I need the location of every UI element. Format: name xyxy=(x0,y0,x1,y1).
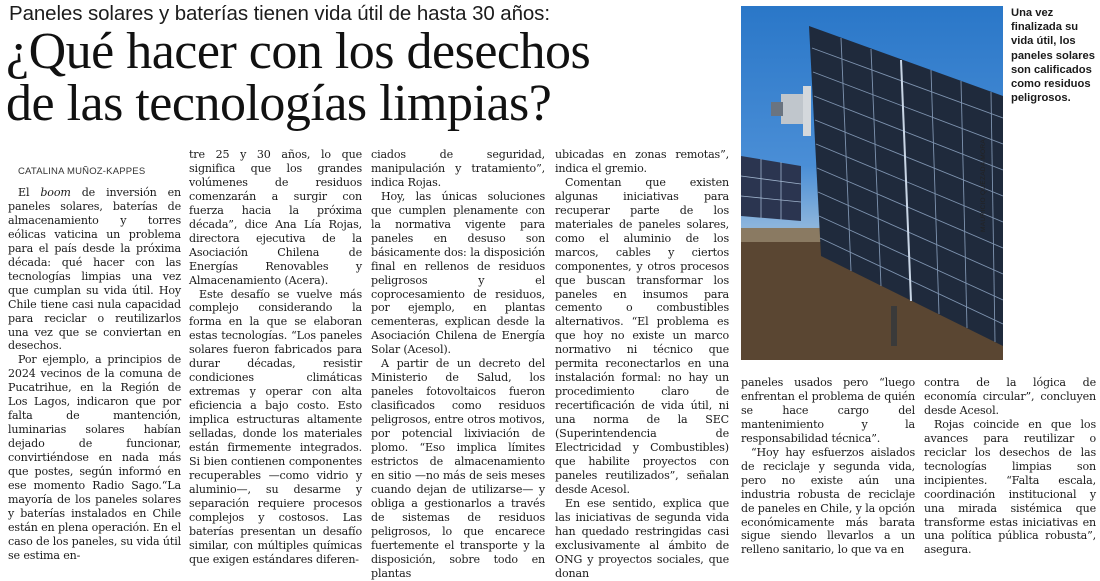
paragraph: Este desafío se vuelve más complejo considerando la forma en la que se elaboran estas tecnologías. “Los paneles solares fueron fabricados para durar décadas, resistir condiciones climáticas extremas y operar con alta eficiencia a bajo costo. Esto implica estructuras altamente selladas, donde los materiales están firmemente integrados. Si bien contienen componentes recuperables —como vidrio y aluminio—, su desarme y separación requiere procesos complejos y costosos. Las baterías presentan un desafío similar, con múltiples químicas que exigen estándares diferen- xyxy=(189,287,362,566)
solar-panels-photo xyxy=(741,6,1003,360)
photo-credit: MAURICIO QUEZADA MORA xyxy=(980,139,987,232)
paragraph: “Hoy hay esfuerzos aislados de reciclaje y segunda vida, pero no existe aún una industria robusta de reciclaje de paneles en Chile, y la opción económicamente más barata sigue siendo llevarlos a un relleno sanitario, lo que va en xyxy=(741,445,915,557)
lead-intro: El xyxy=(18,186,41,199)
column-1 xyxy=(8,186,181,563)
headline-line-1: ¿Qué hacer con los desechos xyxy=(6,23,591,80)
lead-paragraph xyxy=(8,186,181,353)
paragraph: paneles usados pero “luego enfrentan el problema de quién se hace cargo del mantenimiento y la responsabilidad técnica”. xyxy=(741,376,915,445)
paragraph: Por ejemplo, a principios de 2024 vecinos de la comuna de Pucatrihue, en la Región de Los Lagos, indicaron que por falta de mantención, luminarias solares habían dejado de funcionar, convirtiéndose en nada más que postes, según informó en ese momento Radio Sago.“La mayoría de los paneles solares y baterías instalados en Chile están en plena operación. En el caso de los paneles, su vida útil se estima en- xyxy=(8,353,181,562)
paragraph: contra de la lógica de economía circular”, concluyen desde Acesol. xyxy=(924,376,1096,417)
paragraph: ubicadas en zonas remotas”, indica el gremio. xyxy=(555,148,729,175)
paragraph: tre 25 y 30 años, lo que significa que los grandes volúmenes de residuos comenzarán a surgir con fuerza hacia la próxima década”, dice Ana Lía Rojas, directora ejecutiva de la Asociación Chilena de Energías Renovables y Almacenamiento (Acera). xyxy=(189,148,362,287)
lead-rest: de inversión en paneles solares, baterías de almacenamiento y torres eólicas vaticina un problema para el país desde la próxima década: qué hacer con las tecnologías limpias una vez que cumplan su vida útil. Hoy Chile tiene casi nula capacidad para reciclar o reutilizarlos una vez que se conviertan en desechos. xyxy=(8,186,182,353)
paragraph: En ese sentido, explica que las iniciativas de segunda vida han quedado restringidas casi exclusivamente al ámbito de ONG y proyectos sociales, que donan xyxy=(555,496,729,580)
photo-caption: Una vez finalizada su vida útil, los paneles solares son calificados como residuos peligrosos. xyxy=(1011,7,1095,105)
headline-line-2: de las tecnologías limpias? xyxy=(6,75,552,132)
paragraph: Rojas coincide en que los avances para reutilizar o reciclar los desechos de las tecnologías limpias son incipientes. “Falta escala, coordinación institucional y una mirada sistémica que transforme estas iniciativas en una política pública robusta”, asegura. xyxy=(924,417,1096,557)
paragraph: Hoy, las únicas soluciones que cumplen plenamente con la normativa vigente para paneles en desuso son básicamente dos: la disposición final en rellenos de residuos peligrosos y el coprocesamiento de residuos, por ejemplo, en plantas cementeras, explican desde la Asociación Chilena de Energía Solar (Acesol). xyxy=(371,189,545,357)
lead-emphasis: boom xyxy=(40,186,71,199)
article-kicker: Paneles solares y baterías tienen vida útil de hasta 30 años: xyxy=(9,2,550,25)
paragraph: Comentan que existen algunas iniciativas para recuperar parte de los materiales de paneles solares, como el aluminio de los marcos, cables y ciertos componentes, y otros procesos que buscan transformar los paneles en insumos para cemento o combustibles alternativos. “El problema es que hoy no existe un marco normativo ni técnico que permita reconectarlos en una instalación formal: no hay un procedimiento claro de recertificación de vida útil, ni una norma de la SEC (Superintendencia de Electricidad y Combustibles) que habilite proyectos con paneles reutilizados”, señalan desde Acesol. xyxy=(555,175,729,496)
column-6 xyxy=(924,376,1096,557)
article-headline xyxy=(6,23,736,132)
paragraph: A partir de un decreto del Ministerio de Salud, los paneles fotovoltaicos fueron clasificados como residuos peligrosos, entre otros motivos, por potencial lixiviación de plomo. “Eso implica límites estrictos de almacenamiento en sitio —no más de seis meses cuando dejan de utilizarse— y obliga a gestionarlos a través de sistemas de residuos peligrosos, lo que encarece fuertemente el transporte y la disposición, sobre todo en plantas xyxy=(371,357,545,580)
panel-post xyxy=(891,306,897,346)
panel-mount xyxy=(771,86,811,136)
paragraph: ciados de seguridad, manipulación y tratamiento”, indica Rojas. xyxy=(371,148,545,189)
byline: CATALINA MUÑOZ-KAPPES xyxy=(18,166,146,177)
column-2 xyxy=(189,148,362,567)
solar-panels-illustration xyxy=(741,6,1003,360)
column-5 xyxy=(741,376,915,557)
background-panels xyxy=(741,156,801,221)
